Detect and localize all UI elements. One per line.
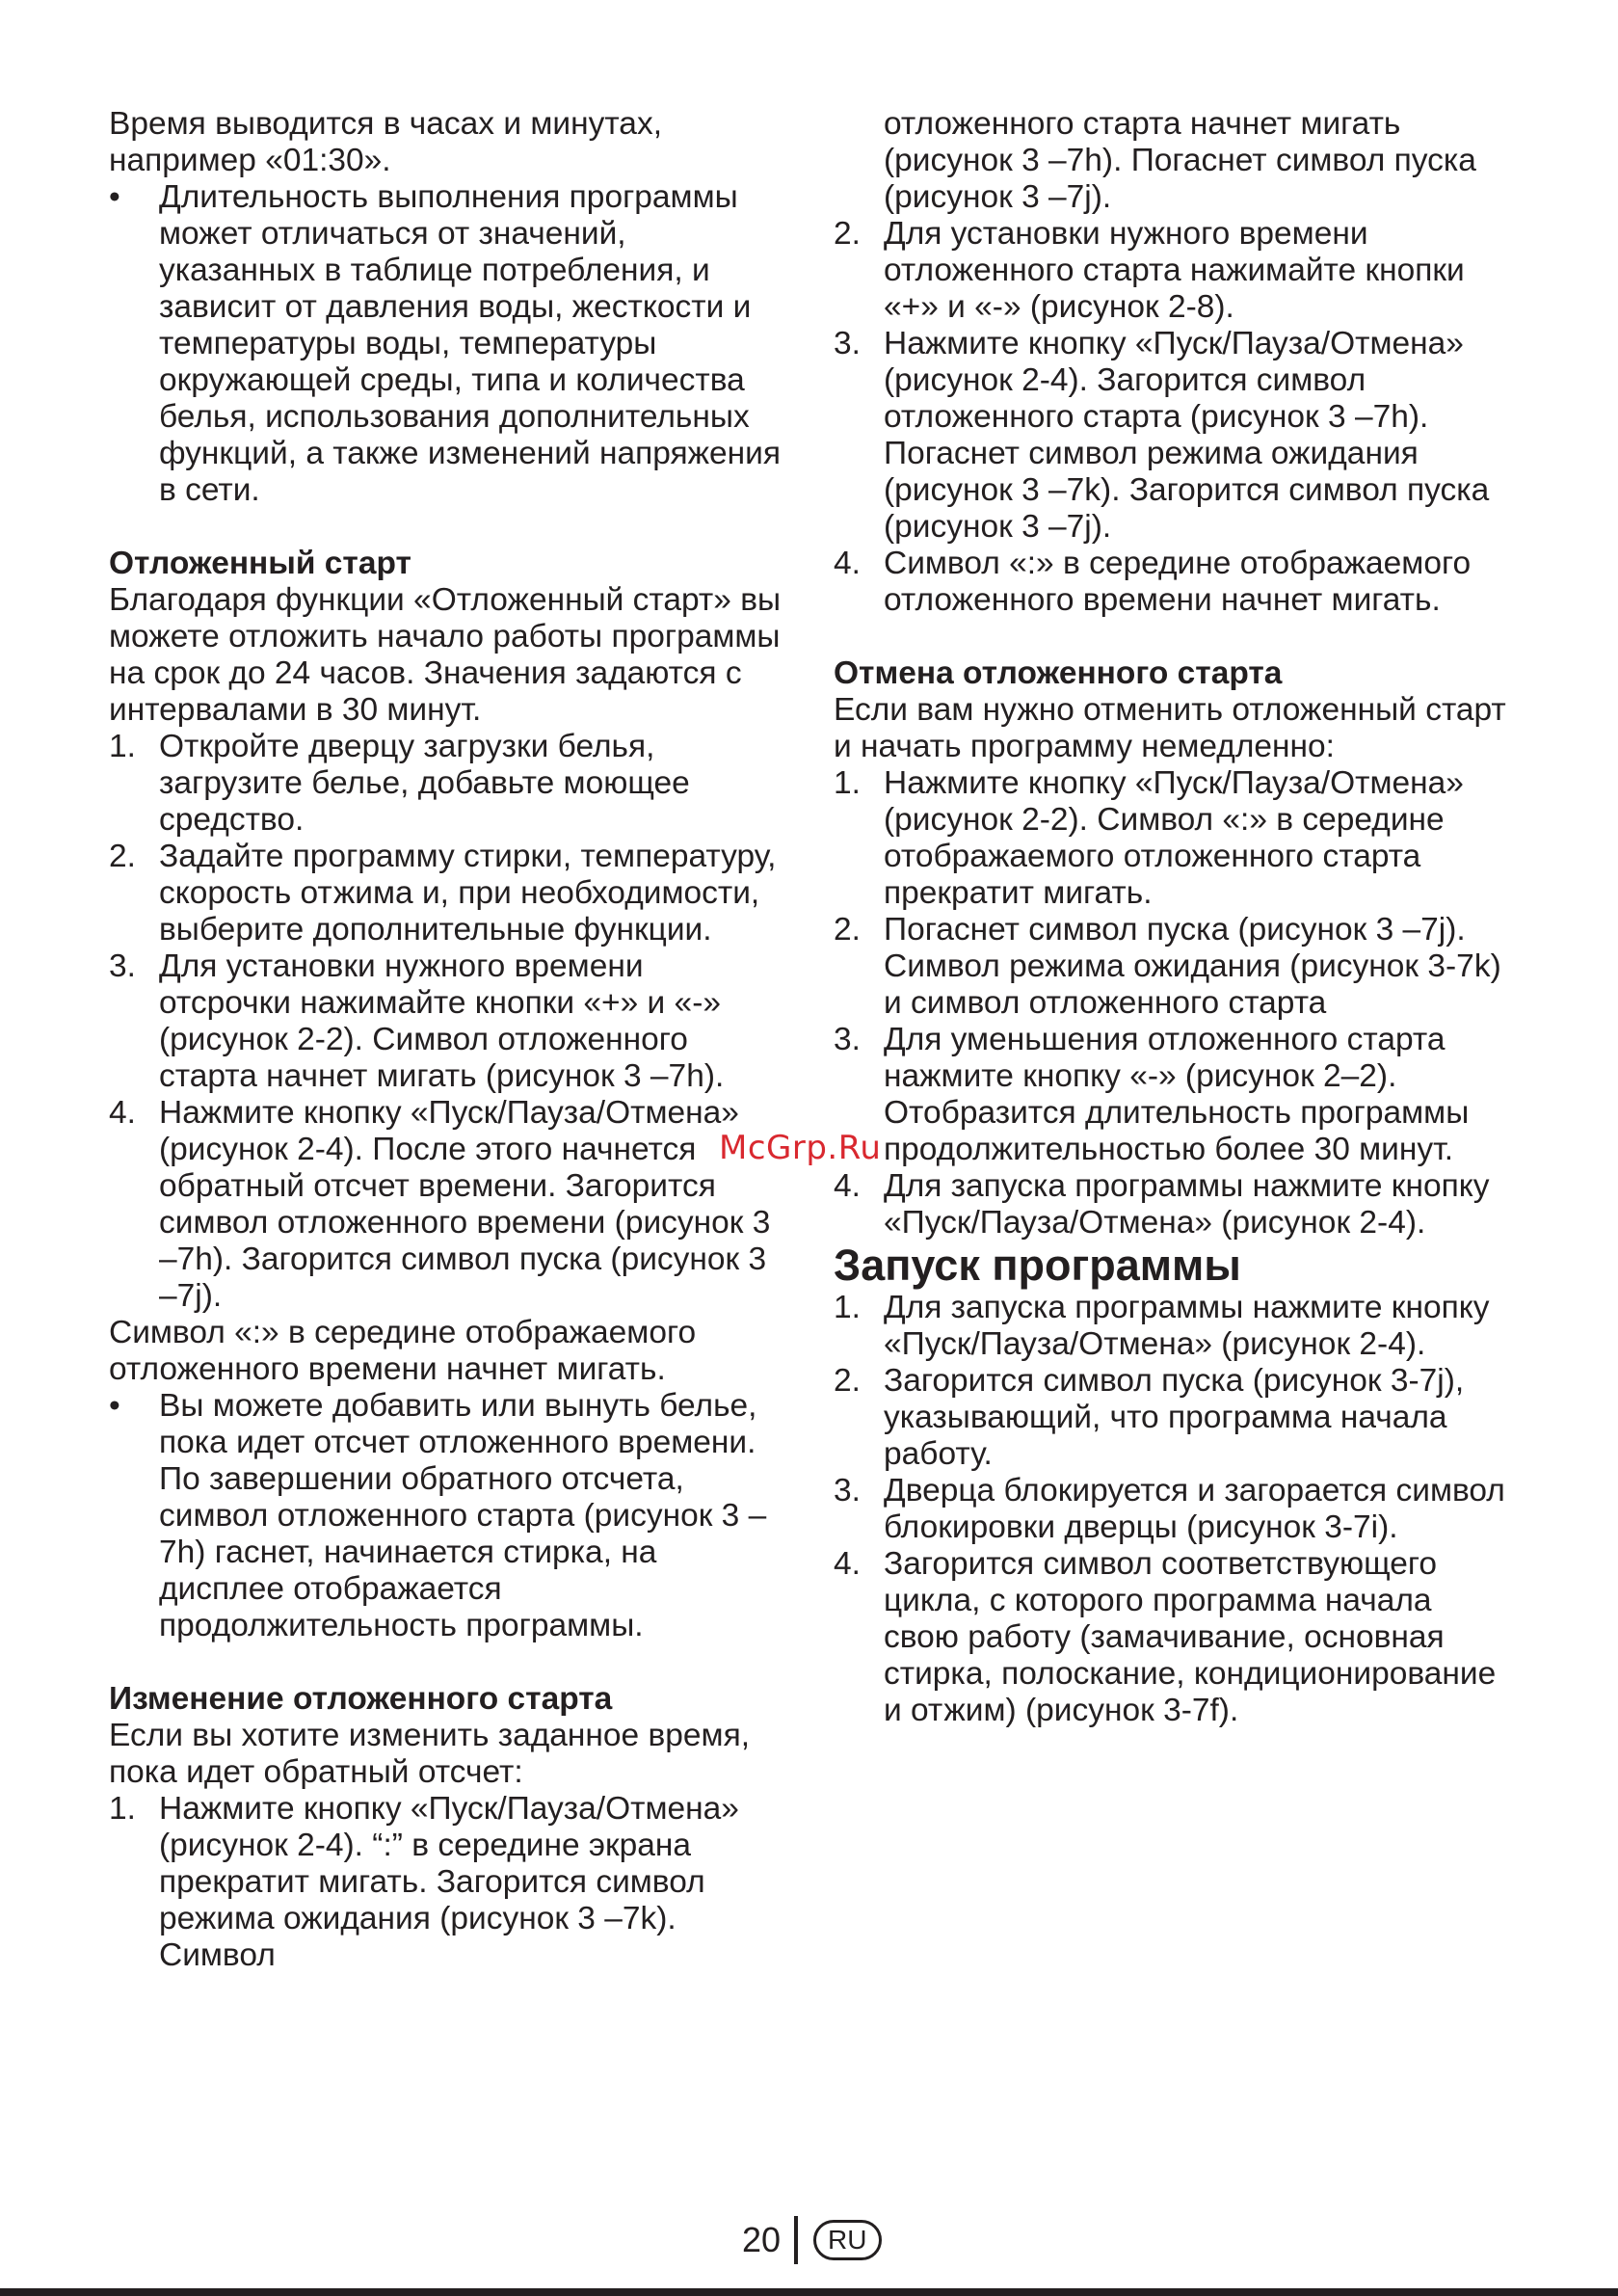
- change-description: Если вы хотите изменить заданное время, пока идет обратный отсчет:: [109, 1718, 751, 1790]
- list-item: 3. Для уменьшения отложенного старта нажмите кнопку «-» (рисунок 2–2). Отобразится длительность программы продолжительностью более 30 минут.: [834, 1022, 1470, 1167]
- delay-steps: [109, 729, 783, 1315]
- delay-description: Благодаря функции «Отложенный старт» вы можете отложить начало работы программы на срок до 24 часов. Значения задаются с интервалами в 30 минут.: [109, 582, 782, 728]
- language-badge: RU: [813, 2220, 881, 2260]
- start-steps: [834, 1290, 1508, 1729]
- change-steps-cont: [834, 106, 1508, 619]
- delay-note: Символ «:» в середине отображаемого отложенного времени начнет мигать.: [109, 1315, 697, 1387]
- intro-text: Время выводится в часах и минутах, например «01:30».: [109, 106, 662, 178]
- page-number: 20: [742, 2220, 782, 2259]
- list-item: 1. Для запуска программы нажмите кнопку «Пуск/Пауза/Отмена» (рисунок 2-4).: [834, 1290, 1490, 1362]
- list-item: 4. Нажмите кнопку «Пуск/Пауза/Отмена» (рисунок 2-4). После этого начнется обратный отсчет времени. Загорится символ отложенного времени (рисунок 3 –7h). Загорится символ пуска (рисунок 3 –7j).: [109, 1095, 771, 1314]
- list-item: 3. Нажмите кнопку «Пуск/Пауза/Отмена» (рисунок 2-4). Загорится символ отложенного старта (рисунок 3 –7h). Погаснет символ режима ожидания (рисунок 3 –7k). Загорится символ пуска (рисунок 3 –7j).: [834, 326, 1490, 545]
- page-footer: [742, 2216, 882, 2264]
- list-item: 2. Загорится символ пуска (рисунок 3-7j), указывающий, что программа начала работу.: [834, 1363, 1465, 1472]
- list-item: 1. Откройте дверцу загрузки белья, загрузите белье, добавьте моющее средство.: [109, 729, 690, 838]
- bullet-icon: •: [109, 179, 120, 215]
- section-heading-start: Запуск программы: [834, 1241, 1241, 1290]
- cancel-description: Если вам нужно отменить отложенный старт и начать программу немедленно:: [834, 692, 1506, 764]
- list-item: 4. Символ «:» в середине отображаемого отложенного времени начнет мигать.: [834, 546, 1472, 618]
- list-item: 2. Задайте программу стирки, температуру, скорость отжима и, при необходимости, выберите дополнительные функции.: [109, 839, 777, 948]
- bottom-rule: [0, 2288, 1618, 2296]
- watermark: McGrp.Ru: [719, 1129, 882, 1167]
- list-item: 2. Для установки нужного времени отложенного старта нажимайте кнопки «+» и «-» (рисунок 2-8).: [834, 216, 1465, 325]
- cancel-steps: [834, 765, 1508, 1241]
- section-heading-cancel: Отмена отложенного старта: [834, 655, 1283, 691]
- list-item: 3. Дверца блокируется и загорается символ блокировки дверцы (рисунок 3-7i).: [834, 1473, 1505, 1545]
- section-heading-change: Изменение отложенного старта: [109, 1681, 613, 1717]
- list-item: 4. Для запуска программы нажмите кнопку «Пуск/Пауза/Отмена» (рисунок 2-4).: [834, 1168, 1490, 1241]
- section-heading-delay: Отложенный старт: [109, 546, 411, 581]
- bullet-icon: •: [109, 1388, 120, 1424]
- list-item: • Вы можете добавить или вынуть белье, пока идет отсчет отложенного времени. По завершении обратного отсчета, символ отложенного старта (рисунок 3 –7h) гаснет, начинается стирка, на дисплее отображается продолжительность программы.: [109, 1388, 767, 1643]
- list-item: 4. Загорится символ соответствующего цикла, с которого программа начала свою работу (замачивание, основная стирка, полоскание, кондиционирование и отжим) (рисунок 3-7f).: [834, 1546, 1497, 1728]
- list-item: 2. Погаснет символ пуска (рисунок 3 –7j). Символ режима ожидания (рисунок 3-7k) и символ отложенного старта: [834, 912, 1501, 1021]
- list-item: 1. Нажмите кнопку «Пуск/Пауза/Отмена» (рисунок 2-4). “:” в середине экрана прекратит мигать. Загорится символ режима ожидания (рисунок 3 –7k). Символ: [109, 1791, 739, 1973]
- delay-bullet-list: [109, 1388, 783, 1644]
- list-item: • Длительность выполнения программы может отличаться от значений, указанных в таблице потребления, и зависит от давления воды, жесткости и температуры воды, температуры окружающей среды, типа и количества белья, использования дополнительных функций, а также изменений напряжения в сети.: [109, 179, 782, 508]
- list-item: 3. Для установки нужного времени отсрочки нажимайте кнопки «+» и «-» (рисунок 2-2). Символ отложенного старта начнет мигать (рисунок 3 –7h).: [109, 948, 725, 1094]
- footer-divider: [794, 2216, 798, 2264]
- right-column: [834, 106, 1508, 1729]
- left-column: [109, 106, 783, 1974]
- list-item: отложенного старта начнет мигать (рисунок 3 –7h). Погаснет символ пуска (рисунок 3 –7j).: [884, 106, 1476, 215]
- change-steps-start: [109, 1791, 783, 1974]
- list-item: 1. Нажмите кнопку «Пуск/Пауза/Отмена» (рисунок 2-2). Символ «:» в середине отображаемого отложенного старта прекратит мигать.: [834, 765, 1464, 911]
- intro-bullet-list: [109, 179, 783, 509]
